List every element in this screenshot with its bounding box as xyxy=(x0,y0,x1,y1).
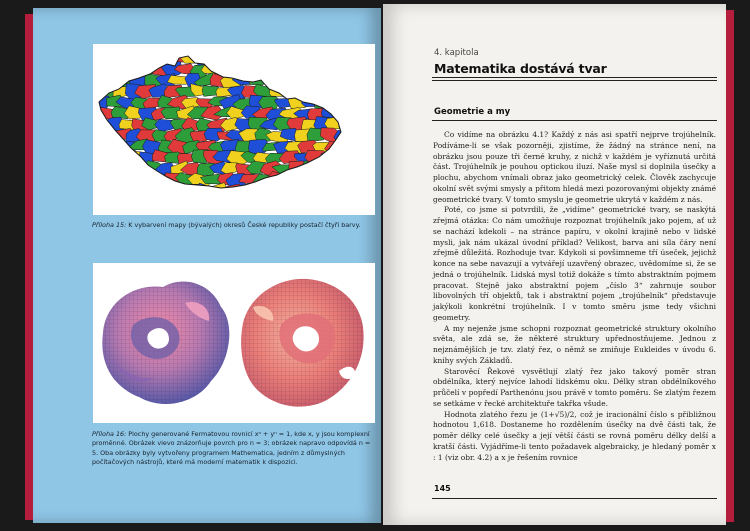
district-region xyxy=(103,142,125,154)
district-region xyxy=(187,44,211,55)
paragraph: A my nejenže jsme schopni rozpoznat geometrické struktury okolního světa, ale zdá se, že některé struktury upřednostňujeme. Jednou z nejznámějších je tzv. zlatý řez, o němž se zmiňuje Eukleides v úvodu 6. knihy svých Základů. xyxy=(433,323,716,365)
district-region xyxy=(263,185,281,198)
caption-text: K vybarvení mapy (bývalých) okresů České republiky postačí čtyři barvy. xyxy=(126,221,361,229)
district-region xyxy=(217,196,235,209)
district-region xyxy=(145,53,162,67)
district-region xyxy=(240,196,261,210)
district-region xyxy=(100,62,117,76)
district-region xyxy=(313,165,331,176)
surface-n3 xyxy=(102,281,229,403)
district-region xyxy=(349,95,373,106)
district-region xyxy=(301,54,318,64)
district-region xyxy=(172,184,189,197)
district-region xyxy=(261,52,282,67)
district-region xyxy=(332,44,354,55)
district-region xyxy=(301,96,322,107)
paragraph: Hodnota zlatého řezu je (1+√5)/2, což je iracionální číslo s přibližnou hodnotou 1,618. Dostaneme ho rozdělením úsečky na dvě části tak, že poměr délky celé úsečky a její větší části se rovná poměru délky delší a kratší části. Vyjádříme-li tento požadavek algebraicky, je hledaný poměr x : 1 (viz obr. 4.2) a x je řešením rovnice xyxy=(433,409,716,462)
district-region xyxy=(230,197,247,209)
district-region xyxy=(345,172,369,187)
district-region xyxy=(157,183,178,197)
figure-map-czech-districts xyxy=(93,44,375,215)
right-page xyxy=(383,4,726,525)
district-region xyxy=(93,129,106,143)
body-text xyxy=(433,130,716,463)
district-region xyxy=(103,75,124,88)
district-region xyxy=(152,44,169,55)
section-title: Geometrie a my xyxy=(434,107,511,117)
district-region xyxy=(252,194,276,206)
district-region xyxy=(275,183,296,198)
district-region xyxy=(263,76,283,84)
district-region xyxy=(334,173,353,185)
district-region xyxy=(201,44,221,52)
district-region xyxy=(190,196,208,206)
district-region xyxy=(339,162,362,175)
district-region xyxy=(338,53,358,63)
district-region xyxy=(352,162,374,176)
district-region xyxy=(324,54,345,64)
district-region xyxy=(292,44,313,52)
district-region xyxy=(202,195,222,209)
district-region xyxy=(300,75,323,88)
district-region xyxy=(93,64,104,77)
district-region xyxy=(215,44,236,54)
district-region xyxy=(343,194,368,208)
district-region xyxy=(100,44,118,55)
district-region xyxy=(111,44,133,55)
figure-fermat-surfaces xyxy=(93,263,375,423)
district-region xyxy=(307,44,326,52)
district-region xyxy=(120,184,139,197)
district-region xyxy=(280,44,299,55)
district-region xyxy=(295,86,316,98)
district-region xyxy=(347,150,368,162)
district-region xyxy=(93,44,106,55)
district-region xyxy=(137,44,156,54)
district-region xyxy=(227,44,248,51)
district-region xyxy=(256,44,276,54)
district-region xyxy=(150,195,170,208)
left-page xyxy=(33,8,381,523)
district-region xyxy=(207,53,230,65)
district-region xyxy=(288,51,307,64)
title-rule xyxy=(432,77,717,78)
district-region xyxy=(333,64,351,77)
district-region xyxy=(319,44,339,54)
book-cover-edge-left xyxy=(25,14,33,520)
district-region xyxy=(132,185,150,198)
district-region xyxy=(161,194,186,207)
district-region xyxy=(297,184,321,198)
chapter-title: Matematika dostává tvar xyxy=(434,61,607,76)
district-region xyxy=(327,96,347,108)
district-region xyxy=(317,84,338,99)
district-region xyxy=(93,51,113,64)
district-region xyxy=(96,196,120,207)
caption-label: Příloha 16: xyxy=(92,430,127,438)
district-region xyxy=(252,62,274,75)
paragraph: Co vidíme na obrázku 4.1? Každý z nás asi spatří nejprve trojúhelník. Podíváme-li se však pozorněji, zjistíme, že žádný na stránce není, na obrázku jsou pouze tři černé kruhy, z nichž v každém je vyříznutá určitá část. Trojúhelník je pouhou optickou iluzí. Naše mysl si doplnila úsečky a plochu, abychom vnímali obraz jako geometrický celek. Člověk zachycuje okolní svět svými smysly a přitom hledá mezi pozorovanými objekty známé geometrické tvary. V tomto smyslu je geometrie ukrytá v každém z nás. xyxy=(433,130,716,204)
district-region xyxy=(117,161,137,173)
paragraph: Starověcí Řekové vysvětlují zlatý řez jako takový poměr stran obdélníka, který nejvíce lahodí lidskému oku. Délky stran obdélníkového průčelí v popředí Parthenónu jsou právě v tomto poměru. Se zlatým řezem se setkáme v řecké architektuře takřka všude. xyxy=(433,366,716,408)
caption-label: Příloha 15: xyxy=(92,221,127,229)
district-region xyxy=(271,76,296,84)
district-region xyxy=(300,161,322,175)
book-cover-edge-right xyxy=(726,10,734,522)
district-region xyxy=(320,65,342,76)
district-region xyxy=(93,196,104,207)
district-region xyxy=(249,184,270,194)
district-region xyxy=(118,52,137,66)
district-region xyxy=(324,163,348,172)
caption-text: Plochy generované Fermatovou rovnicí xⁿ + yⁿ = 1, kde x, y jsou komplexní proměnné. Obrázek vlevo znázorňuje povrch pro n = 3; obrázek napravo odpovídá n = 5. Oba obrázky byly vytvořeny programem Mathematica, jedním z důmyslných počítačových nástrojů, které má moderní matematik k dispozici. xyxy=(92,430,371,467)
district-region xyxy=(104,52,123,66)
district-region xyxy=(352,73,370,84)
district-region xyxy=(135,175,156,187)
district-region xyxy=(175,194,198,207)
district-region xyxy=(321,108,341,118)
district-region xyxy=(201,62,222,74)
district-region xyxy=(282,195,300,208)
district-region xyxy=(113,152,132,163)
district-region xyxy=(326,74,345,87)
district-region xyxy=(292,194,313,210)
district-region xyxy=(106,183,127,197)
district-region xyxy=(334,194,353,210)
district-region xyxy=(336,141,358,154)
caption-figure-15 xyxy=(92,221,377,230)
district-region xyxy=(142,184,166,198)
district-region xyxy=(93,77,114,89)
district-region xyxy=(242,66,260,73)
district-region xyxy=(110,172,132,187)
district-region xyxy=(207,183,228,195)
district-region xyxy=(345,64,364,77)
district-region xyxy=(307,64,325,75)
district-region xyxy=(346,44,364,54)
district-region xyxy=(104,161,126,174)
fermat-surfaces-graphic xyxy=(93,263,375,423)
district-region xyxy=(181,52,202,63)
district-region xyxy=(93,173,104,185)
district-region xyxy=(332,84,353,98)
district-region xyxy=(339,120,359,131)
district-region xyxy=(307,172,326,186)
district-region xyxy=(353,117,372,132)
district-region xyxy=(93,142,114,154)
district-region xyxy=(93,150,107,162)
four-color-map-graphic xyxy=(93,44,375,215)
district-region xyxy=(312,183,333,197)
district-region xyxy=(125,196,145,209)
district-region xyxy=(162,44,183,54)
district-region xyxy=(226,62,248,76)
district-region xyxy=(307,196,325,208)
district-region xyxy=(292,65,316,77)
caption-figure-16 xyxy=(92,430,377,468)
district-region xyxy=(96,152,118,165)
district-region xyxy=(237,51,258,64)
district-region xyxy=(314,73,335,87)
district-region xyxy=(222,51,243,64)
district-region xyxy=(265,64,287,74)
district-region xyxy=(113,196,131,207)
district-region xyxy=(305,86,325,96)
district-region xyxy=(320,194,340,205)
district-region xyxy=(125,175,147,184)
surface-n5 xyxy=(241,279,363,407)
section-rule xyxy=(432,120,717,121)
district-region xyxy=(275,51,296,63)
district-region xyxy=(265,44,289,54)
district-region xyxy=(243,44,262,55)
district-region xyxy=(345,84,369,98)
title-rule-thin xyxy=(432,80,717,81)
district-region xyxy=(334,150,351,165)
district-region xyxy=(124,44,148,54)
district-region xyxy=(278,64,302,77)
district-region xyxy=(247,51,270,63)
district-region xyxy=(130,51,150,65)
district-region xyxy=(217,62,238,74)
district-region xyxy=(350,140,371,153)
district-region xyxy=(339,74,360,87)
district-region xyxy=(318,172,342,187)
district-region xyxy=(343,106,364,121)
district-region xyxy=(109,65,132,76)
district-region xyxy=(287,74,307,89)
district-region xyxy=(295,173,313,186)
district-region xyxy=(139,194,157,209)
district-region xyxy=(182,184,205,196)
page-number: 145 xyxy=(434,484,451,493)
district-region xyxy=(340,99,362,108)
district-region xyxy=(347,130,364,143)
chapter-label: 4. kapitola xyxy=(434,48,479,58)
district-region xyxy=(324,183,348,198)
footer-rule xyxy=(432,498,717,499)
district-region xyxy=(266,195,288,208)
district-region xyxy=(157,54,178,63)
district-region xyxy=(282,173,300,184)
paragraph: Poté, co jsme si potvrdili, že „vidíme“ geometrické tvary, se naskýtá zřejmá otázka: Co nám umožňuje rozpoznat trojúhelník jako pojem, ať už se nachází kdekoli – na stránce papíru, v okolní krajině nebo v lidské mysli, jak nám ukázal úvodní příklad? Velikost, barva ani síla čáry není zřejmě důležitá. Rozhoduje tvar. Kdykoli si povšimneme tří úseček, jejichž konce na sebe navazují a vytvářejí uzavřený obrazec, uvědomíme si, že se jedná o trojúhelník. Lidská mysl totiž dokáže s tímto abstraktním pojmem pracovat. Stejně jako abstraktní pojem „číslo 3“ zahrnuje soubor libovolných tří objektů, tak i abstraktní pojem „trojúhelník“ představuje jakýkoli konkrétní trojúhelník. I v tomto směru jsme tedy všichni geometry. xyxy=(433,205,716,322)
district-region xyxy=(223,184,240,194)
district-region xyxy=(339,183,360,198)
district-region xyxy=(315,51,335,66)
district-region xyxy=(177,44,199,53)
district-region xyxy=(93,161,111,172)
district-region xyxy=(122,63,144,77)
district-region xyxy=(286,184,308,196)
district-region xyxy=(351,183,372,196)
district-region xyxy=(98,172,117,184)
district-region xyxy=(350,51,371,65)
district-region xyxy=(93,184,112,197)
district-region xyxy=(315,95,335,110)
